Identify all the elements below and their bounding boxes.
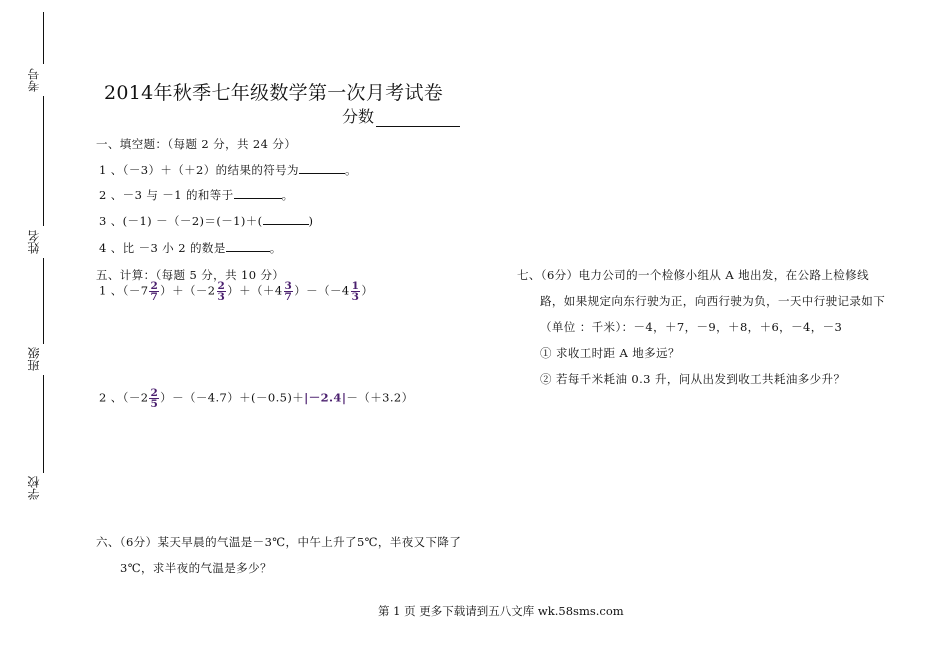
- fraction-numerator: 3: [284, 280, 293, 292]
- fraction-numerator: 2: [150, 387, 159, 399]
- answer-blank[interactable]: [299, 162, 345, 174]
- calc-question-2: [99, 388, 414, 409]
- absolute-value: |－2.4|: [304, 390, 347, 405]
- question-text: 4 、比 －3 小 2 的数是: [99, 241, 226, 255]
- question-1-2: [99, 187, 293, 203]
- expr-part: ）＋（－2: [160, 283, 216, 298]
- question-end: ): [308, 214, 314, 228]
- school-label: 学校: [27, 476, 41, 500]
- score-label: 分数: [342, 107, 375, 126]
- expr-part: 1 、（－7: [99, 283, 149, 298]
- expr-part: 2 、（－2: [99, 390, 149, 405]
- expr-part: ）－（－4: [294, 283, 350, 298]
- fraction-numerator: 2: [150, 280, 159, 292]
- answer-blank[interactable]: [226, 240, 270, 252]
- fraction-numerator: 2: [217, 280, 226, 292]
- fraction: [149, 281, 159, 302]
- fraction-denominator: 3: [351, 291, 360, 303]
- fraction: [217, 281, 227, 302]
- binding-line-2: [43, 96, 44, 226]
- fraction-denominator: 7: [150, 291, 159, 303]
- question-text: 3 、(－1) －（－2)＝(－1)＋(: [99, 214, 263, 228]
- section6-line1: 六、（6分）某天早晨的气温是－3℃，中午上升了5℃，半夜又下降了: [96, 535, 462, 549]
- section5-heading: 五、计算：（每题 5 分，共 10 分）: [96, 268, 285, 282]
- calc-question-1: [99, 281, 373, 302]
- question-text: 2 、－3 与 －1 的和等于: [99, 188, 234, 202]
- fraction: [284, 281, 294, 302]
- section6-line2: 3℃，求半夜的气温是多少？: [120, 561, 272, 575]
- section7-line2: 路，如果规定向东行驶为正，向西行驶为负，一天中行驶记录如下: [540, 294, 886, 308]
- answer-blank[interactable]: [263, 213, 309, 225]
- binding-line-top: [43, 12, 44, 64]
- question-end: 。: [281, 188, 294, 202]
- question-end: 。: [344, 163, 357, 177]
- fraction-denominator: 5: [150, 398, 159, 410]
- section7-line3: （单位 ：千米）：－4，＋7，－9，＋8，＋6，－4，－3: [540, 320, 843, 334]
- binding-line-3: [43, 258, 44, 344]
- fraction: [149, 388, 159, 409]
- class-label: 班级: [27, 347, 41, 371]
- score-blank[interactable]: [376, 112, 460, 127]
- section7-line1: 七、（6分）电力公司的一个检修小组从 A 地出发，在公路上检修线: [517, 268, 869, 282]
- section7-sub1: ① 求收工时距 A 地多远？: [540, 346, 680, 360]
- name-label: 姓名: [27, 230, 41, 254]
- section7-sub2: ② 若每千米耗油 0.3 升，问从出发到收工共耗油多少升？: [540, 372, 846, 386]
- question-1-1: [99, 162, 357, 178]
- expr-part: －（＋3.2）: [346, 390, 414, 405]
- question-1-3: [99, 213, 313, 229]
- expr-part: ）: [361, 283, 374, 298]
- expr-part: ）＋（＋4: [227, 283, 283, 298]
- question-text: 1 、（－3）＋（＋2）的结果的符号为: [99, 163, 299, 177]
- fraction-denominator: 7: [284, 291, 293, 303]
- binding-line-4: [43, 375, 44, 473]
- fraction-numerator: 1: [351, 280, 360, 292]
- score-field: [342, 104, 460, 127]
- question-1-4: [99, 240, 282, 256]
- answer-blank[interactable]: [234, 187, 282, 199]
- page-footer: 第 1 页 更多下载请到五八文库 wk.58sms.com: [378, 604, 624, 618]
- question-end: 。: [269, 241, 282, 255]
- exam-no-label: 考号: [27, 68, 41, 92]
- fraction-denominator: 3: [217, 291, 226, 303]
- section1-heading: 一、填空题：（每题 2 分，共 24 分）: [96, 137, 297, 151]
- page-title: 2014年秋季七年级数学第一次月考试卷: [104, 82, 444, 104]
- fraction: [351, 281, 361, 302]
- expr-part: ）－（－4.7）＋(－0.5)＋: [160, 390, 305, 405]
